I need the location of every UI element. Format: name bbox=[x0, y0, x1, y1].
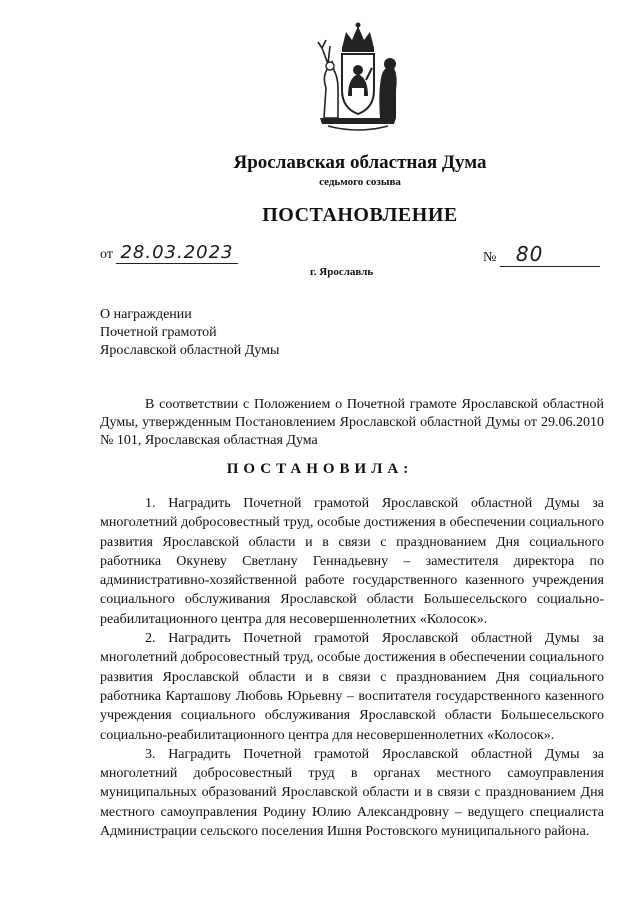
convocation-label: седьмого созыва bbox=[319, 176, 401, 188]
subject-line: Почетной грамотой bbox=[100, 325, 217, 340]
subject-line: О награждении bbox=[100, 307, 192, 322]
document-type-title: ПОСТАНОВЛЕНИЕ bbox=[262, 204, 458, 226]
resolution-items bbox=[100, 494, 604, 841]
city-label: г. Ярославль bbox=[310, 266, 374, 278]
number-value: 80 bbox=[500, 242, 600, 267]
subject-line: Ярославской областной Думы bbox=[100, 343, 280, 358]
number-line bbox=[483, 242, 600, 267]
resolution-item: 3. Наградить Почетной грамотой Ярославской областной Думы за многолетний добросовестный труд в органах местного самоуправления муниципальных образований Ярославской области и в связи с празднованием Дня местного самоуправления Родину Юлию Александровну – ведущего специалиста Администрации сельского поселения Ишня Ростовского муниципального района. bbox=[100, 746, 604, 840]
date-prefix: от bbox=[100, 247, 113, 262]
number-prefix: № bbox=[483, 250, 497, 265]
document-subject bbox=[100, 306, 279, 360]
resolution-item: 1. Наградить Почетной грамотой Ярославской областной Думы за многолетний добросовестный труд, особые достижения в обеспечении социального развития Ярославской области и в связи с празднованием Дня социального работника Окуневу Светлану Геннадьевну – заместителя директора по административно-хозяйственной работе государственного казенного учреждения социального обслуживания Ярославской области Большесельского социально-реабилитационного центра для несовершеннолетних «Колосок». bbox=[100, 496, 604, 627]
resolved-heading: ПОСТАНОВИЛА: bbox=[226, 461, 414, 477]
date-value: 28.03.2023 bbox=[116, 242, 237, 264]
resolution-item: 2. Наградить Почетной грамотой Ярославской областной Думы за многолетний добросовестный труд, особые достижения в обеспечении социального развития Ярославской области и в связи с празднованием Дня социального работника Карташову Любовь Юрьевну – воспитателя государственного казенного учреждения социального обслуживания Ярославской области Большесельского социально-реабилитационного центра для несовершеннолетних «Колосок». bbox=[100, 631, 604, 743]
organization-name: Ярославская областная Дума bbox=[233, 152, 487, 173]
coat-of-arms-icon bbox=[298, 18, 418, 136]
date-line bbox=[100, 242, 238, 264]
preamble-paragraph: В соответствии с Положением о Почетной грамоте Ярославской областной Думы, утвержденным Постановлением Ярославской областной Думы от 29.06.2010 № 101, Ярославская областная Дума bbox=[100, 397, 604, 448]
